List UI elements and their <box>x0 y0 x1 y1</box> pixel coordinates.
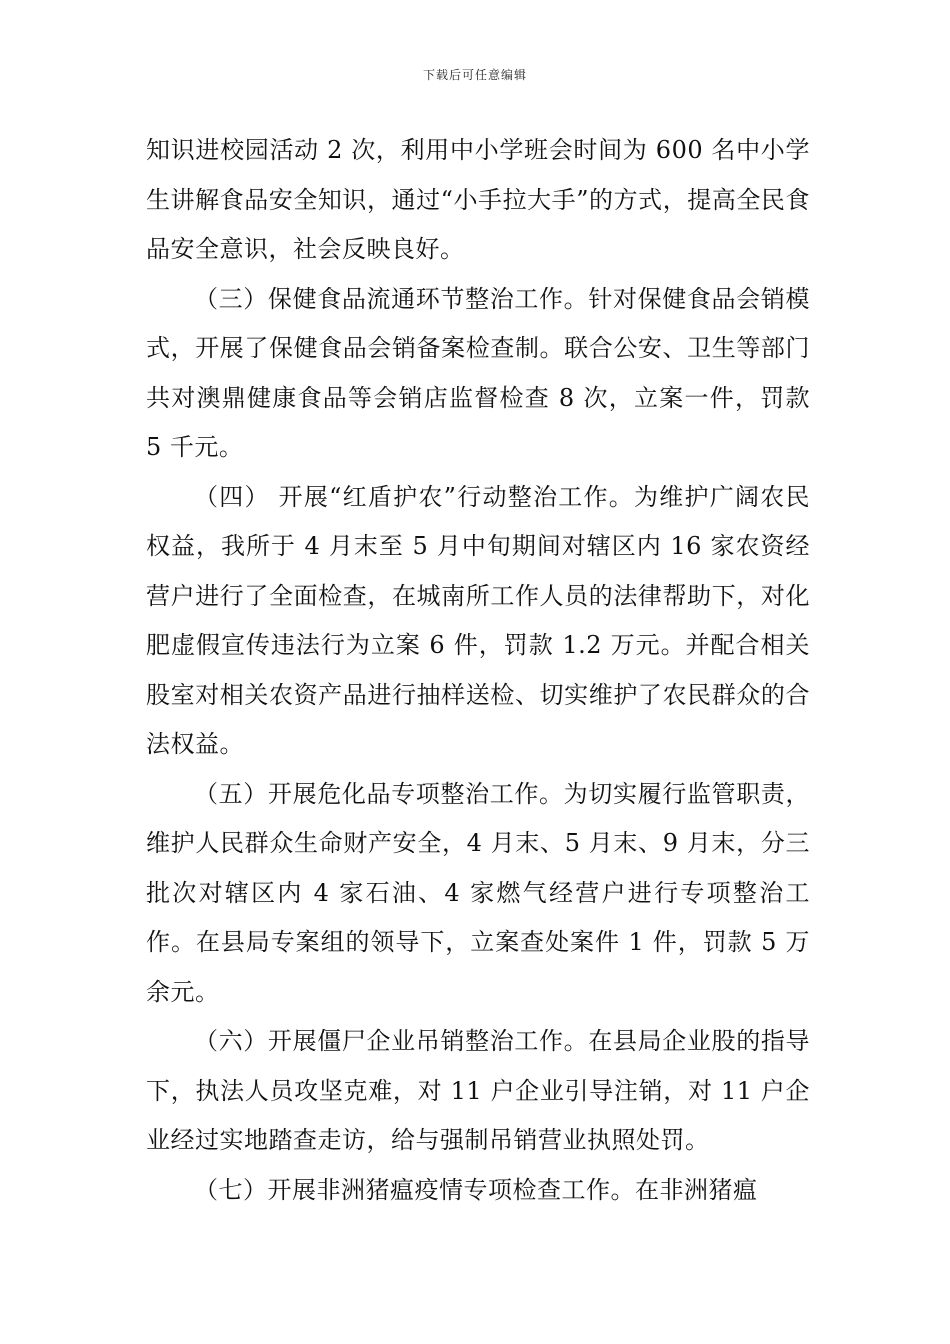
paragraph-section-7: （七）开展非洲猪瘟疫情专项检查工作。在非洲猪瘟 <box>194 1175 758 1204</box>
paragraph-section-6: （六）开展僵尸企业吊销整治工作。在县局企业股的指导下，执法人员攻坚克难，对 11 户企业引导注销，对 11 户企业经过实地踏查走访，给与强制吊销营业执照处罚。 <box>146 1027 810 1154</box>
paragraph-section-5: （五）开展危化品专项整治工作。为切实履行监管职责，维护人民群众生命财产安全，4 月末、5 月末、9 月末，分三批次对辖区内 4 家石油、4 家燃气经营户进行专项整治工作。在县局专案组的领导下，立案查处案件 1 件，罚款 5 万余元。 <box>146 779 810 1006</box>
paragraph-section-3: （三）保健食品流通环节整治工作。针对保健食品会销模式，开展了保健食品会销备案检查制。联合公安、卫生等部门共对澳鼎健康食品等会销店监督检查 8 次，立案一件，罚款 5 千元。 <box>146 284 810 461</box>
paragraph-continuation: 知识进校园活动 2 次，利用中小学班会时间为 600 名中小学生讲解食品安全知识，通过“小手拉大手”的方式，提高全民食品安全意识，社会反映良好。 <box>146 136 810 263</box>
paragraph-section-4: （四） 开展“红盾护农”行动整治工作。为维护广阔农民权益，我所于 4 月末至 5 月中旬期间对辖区内 16 家农资经营户进行了全面检查，在城南所工作人员的法律帮助下，对化肥虚假宣传违法行为立案 6 件，罚款 1.2 万元。并配合相关股室对相关农资产品进行抽样送检、切实维护了农民群众的合法权益。 <box>146 482 810 758</box>
page-header: 下载后可任意编辑 <box>422 68 527 82</box>
document-body <box>146 126 810 1215</box>
